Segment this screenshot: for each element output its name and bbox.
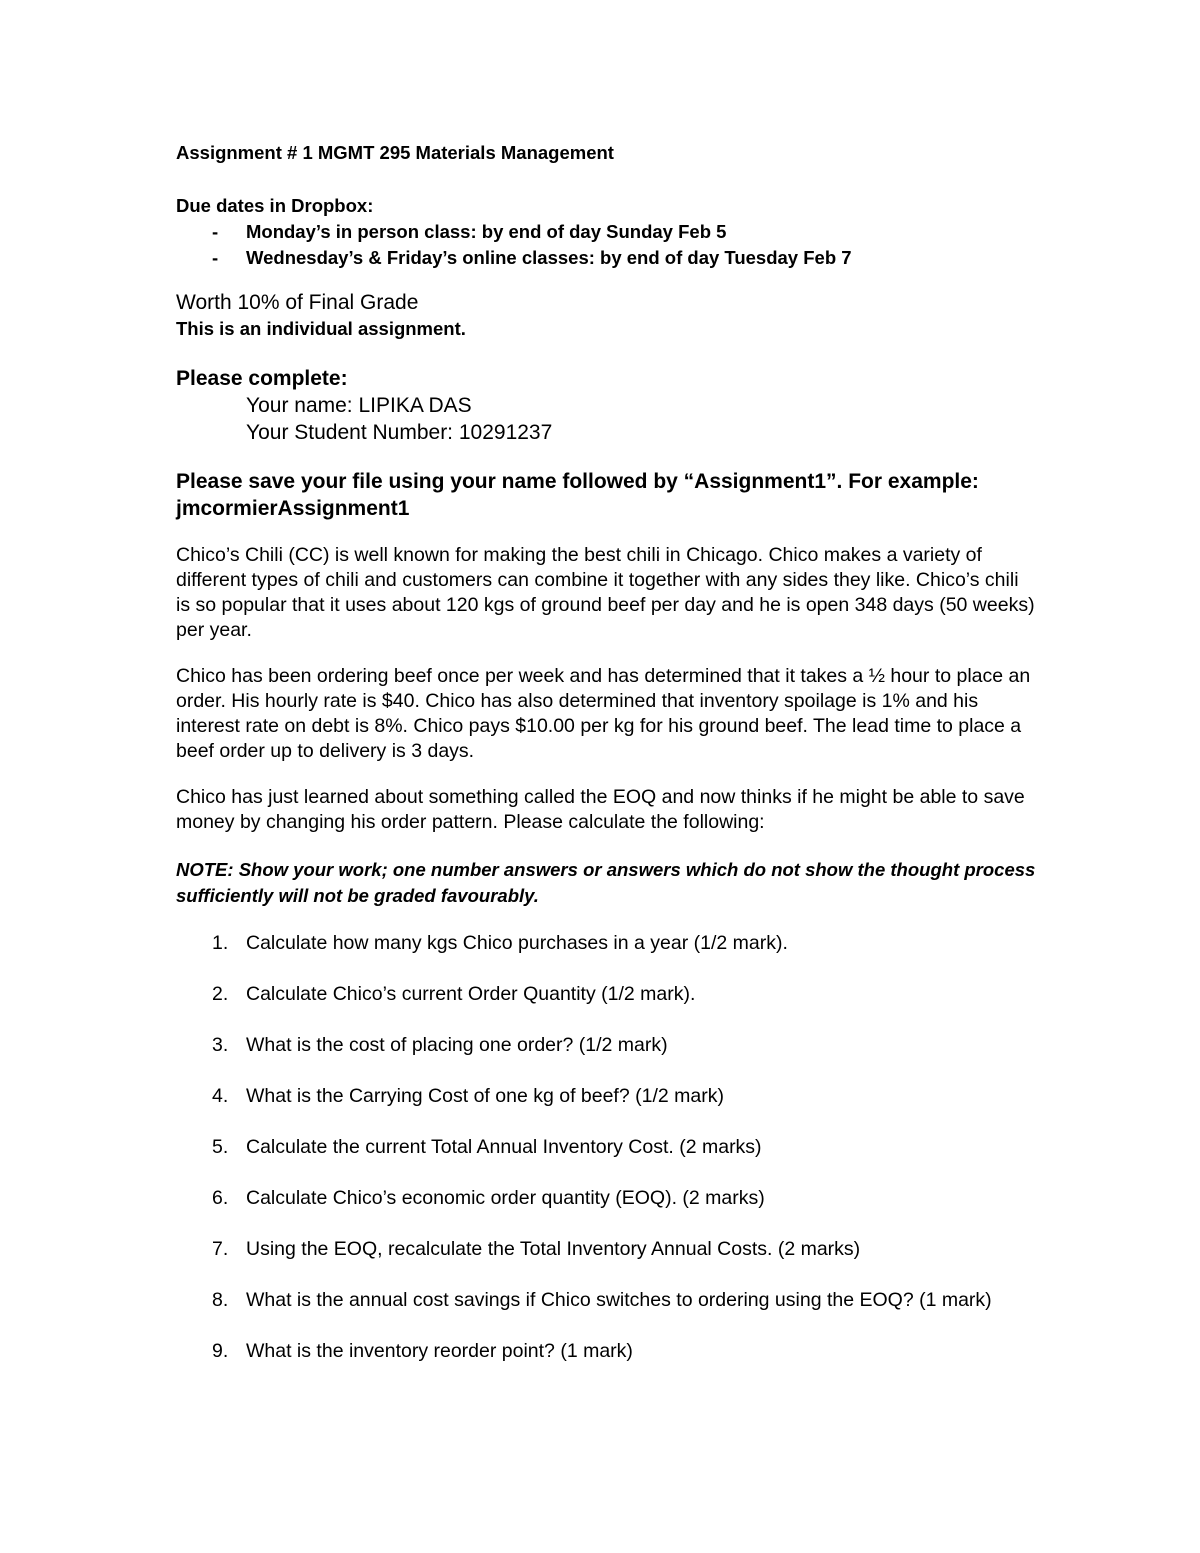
individual-note: This is an individual assignment. [176, 318, 466, 339]
question-number: 3. [212, 1034, 229, 1056]
ordering-paragraph: Chico has been ordering beef once per week and has determined that it takes a ½ hour to place an order. His hourly rate is $40. Chico has also determined that inventory spoilage is 1% and his interest rate on debt is 8%. Chico pays $10.00 per kg for his ground beef. The lead time to place a beef order up to delivery is 3 days. [176, 665, 1031, 762]
question-text: What is the Carrying Cost of one kg of beef? (1/2 mark) [246, 1085, 724, 1107]
question-text: Calculate the current Total Annual Inventory Cost. (2 marks) [246, 1136, 762, 1158]
question-number: 4. [212, 1085, 229, 1107]
grade-weight-heading: Worth 10% of Final Grade [176, 291, 419, 314]
due-date-text: Monday’s in person class: by end of day Sunday Feb 5 [246, 221, 727, 242]
question-item [176, 1084, 1036, 1109]
question-item [176, 931, 1036, 956]
question-text: Calculate how many kgs Chico purchases in a year (1/2 mark). [246, 932, 788, 954]
question-text: What is the annual cost savings if Chico switches to ordering using the EOQ? (1 mark) [246, 1289, 992, 1311]
bullet-dash: - [212, 247, 219, 268]
question-item [176, 1186, 1036, 1211]
assignment-title: Assignment # 1 MGMT 295 Materials Management [176, 142, 614, 163]
question-item [176, 982, 1036, 1007]
question-item [176, 1288, 1036, 1313]
question-item [176, 1237, 1036, 1262]
question-text: Calculate Chico’s economic order quantity (EOQ). (2 marks) [246, 1187, 765, 1209]
please-complete-label: Please complete: [176, 367, 348, 390]
question-number: 6. [212, 1187, 229, 1209]
question-number: 8. [212, 1289, 229, 1311]
due-date-text: Wednesday’s & Friday’s online classes: by end of day Tuesday Feb 7 [246, 247, 852, 268]
intro-paragraph: Chico’s Chili (CC) is well known for making the best chili in Chicago. Chico makes a variety of different types of chili and customers can combine it together with any sides they like. Chico’s chili is so popular that it uses about 120 kgs of ground beef per day and he is open 348 days (50 weeks) per year. [176, 544, 1035, 641]
question-number: 5. [212, 1136, 229, 1158]
question-text: What is the inventory reorder point? (1 mark) [246, 1340, 633, 1362]
work-note: NOTE: Show your work; one number answers or answers which do not show the thought process sufficiently will not be graded favourably. [176, 859, 1036, 906]
due-dates-label: Due dates in Dropbox: [176, 195, 374, 216]
question-list [176, 931, 1036, 1364]
question-text: Using the EOQ, recalculate the Total Inventory Annual Costs. (2 marks) [246, 1238, 861, 1260]
question-item [176, 1135, 1036, 1160]
student-name-line: Your name: LIPIKA DAS [246, 394, 472, 417]
bullet-dash: - [212, 221, 219, 242]
student-number-line: Your Student Number: 10291237 [246, 421, 553, 444]
question-text: Calculate Chico’s current Order Quantity (1/2 mark). [246, 983, 696, 1005]
due-date-item [176, 245, 1036, 271]
eoq-paragraph: Chico has just learned about something called the EOQ and now thinks if he might be able to save money by changing his order pattern. Please calculate the following: [176, 786, 1025, 833]
question-number: 1. [212, 932, 229, 954]
question-item [176, 1033, 1036, 1058]
question-number: 9. [212, 1340, 229, 1362]
question-item [176, 1339, 1036, 1364]
question-number: 7. [212, 1238, 229, 1260]
question-number: 2. [212, 983, 229, 1005]
save-file-instruction: Please save your file using your name followed by “Assignment1”. For example: jmcormierAssignment1 [176, 470, 979, 520]
document-page [176, 140, 1036, 1364]
due-dates-list [176, 219, 1036, 271]
question-text: What is the cost of placing one order? (1/2 mark) [246, 1034, 668, 1056]
due-date-item [176, 219, 1036, 245]
